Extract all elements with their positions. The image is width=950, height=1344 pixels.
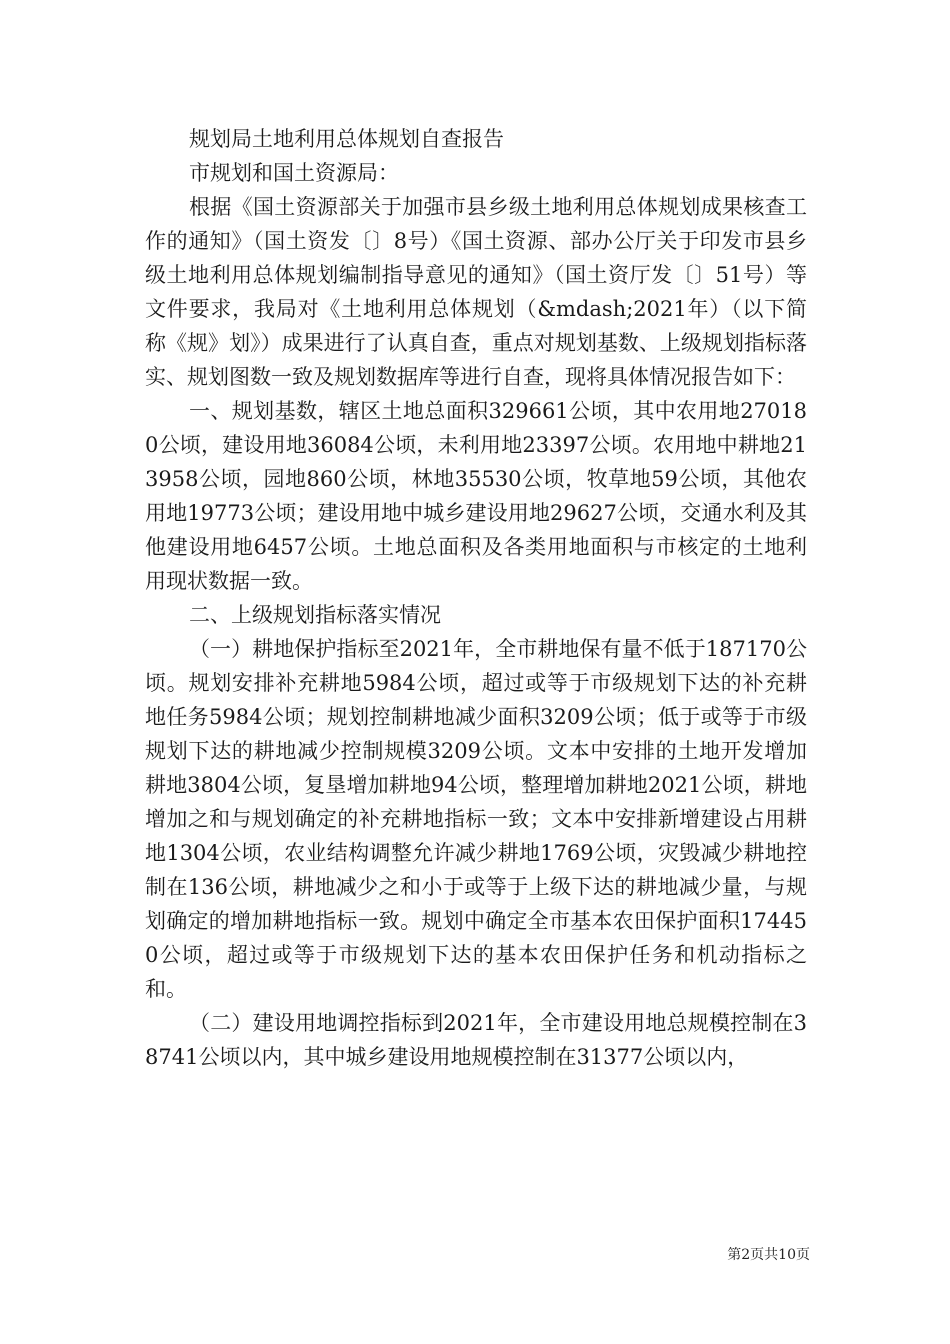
document-body [145,122,807,1074]
paragraph-intro: 根据《国土资源部关于加强市县乡级土地利用总体规划成果核查工作的通知》（国土资发〔〕8号）《国土资源、部办公厅关于印发市县乡级土地利用总体规划编制指导意见的通知》（国土资厅发〔〕51号）等文件要求，我局对《土地利用总体规划（&mdash;2021年）（以下简称《规》划》）成果进行了认真自查，重点对规划基数、上级规划指标落实、规划图数一致及规划数据库等进行自查，现将具体情况报告如下： [145,195,807,389]
page-number: 第2页共10页 [727,1247,810,1263]
paragraph-farmland-protection: （一）耕地保护指标至2021年，全市耕地保有量不低于187170公顷。规划安排补充耕地5984公顷，超过或等于市级规划下达的补充耕地任务5984公顷；规划控制耕地减少面积3209公顷；低于或等于市级规划下达的耕地减少控制规模3209公顷。文本中安排的土地开发增加耕地3804公顷，复垦增加耕地94公顷，整理增加耕地2021公顷，耕地增加之和与规划确定的补充耕地指标一致；文本中安排新增建设占用耕地1304公顷，农业结构调整允许减少耕地1769公顷，灾毁减少耕地控制在136公顷，耕地减少之和小于或等于上级下达的耕地减少量，与规划确定的增加耕地指标一致。规划中确定全市基本农田保护面积174450公顷，超过或等于市级规划下达的基本农田保护任务和机动指标之和。 [145,637,807,1001]
paragraph-construction-land: （二）建设用地调控指标到2021年，全市建设用地总规模控制在38741公顷以内，其中城乡建设用地规模控制在31377公顷以内， [145,1011,807,1069]
addressee: 市规划和国土资源局： [189,161,399,185]
section-heading-indicators: 二、上级规划指标落实情况 [189,603,441,627]
paragraph-planning-base: 一、规划基数，辖区土地总面积329661公顷，其中农用地270180公顷，建设用地36084公顷，未利用地23397公顷。农用地中耕地213958公顷，园地860公顷，林地35530公顷，牧草地59公顷，其他农用地19773公顷；建设用地中城乡建设用地29627公顷，交通水利及其他建设用地6457公顷。土地总面积及各类用地面积与市核定的土地利用现状数据一致。 [145,399,807,593]
document-title: 规划局土地利用总体规划自查报告 [189,127,504,151]
